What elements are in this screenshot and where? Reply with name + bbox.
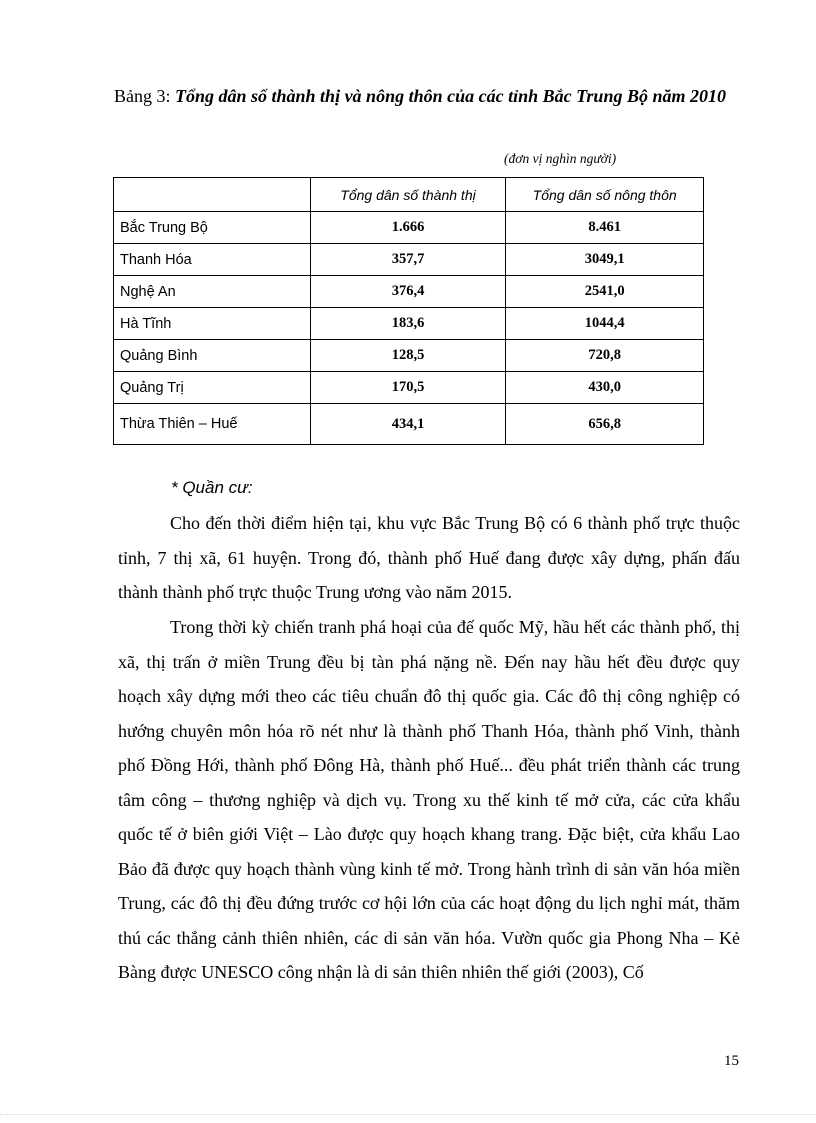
row-province-name: Nghệ An <box>114 276 311 308</box>
row-rural-value: 720,8 <box>506 340 704 372</box>
body-paragraph: Cho đến thời điểm hiện tại, khu vực Bắc Trung Bộ có 6 thành phố trực thuộc tỉnh, 7 thị xã, 61 huyện. Trong đó, thành phố Huế đang được xây dựng, phấn đấu thành thành phố trực thuộc Trung ương vào năm 2015. <box>118 513 740 602</box>
row-province-name: Hà Tĩnh <box>114 308 311 340</box>
table-row <box>114 276 704 308</box>
table-caption-title: Tổng dân số thành thị và nông thôn của các tỉnh Bắc Trung Bộ năm 2010 <box>175 86 726 106</box>
table-caption <box>114 78 754 114</box>
table-row <box>114 372 704 404</box>
table-row <box>114 212 704 244</box>
row-urban-value: 376,4 <box>310 276 506 308</box>
row-province-name: Bắc Trung Bộ <box>114 212 311 244</box>
row-province-name: Quảng Bình <box>114 340 311 372</box>
row-province-name: Thanh Hóa <box>114 244 311 276</box>
population-table <box>113 177 704 445</box>
page-number: 15 <box>724 1053 739 1069</box>
row-urban-value: 357,7 <box>310 244 506 276</box>
row-urban-value: 1.666 <box>310 212 506 244</box>
row-province-name: Thừa Thiên – Huế <box>114 404 311 445</box>
table-row <box>114 340 704 372</box>
table-row <box>114 244 704 276</box>
row-rural-value: 430,0 <box>506 372 704 404</box>
row-rural-value: 2541,0 <box>506 276 704 308</box>
header-rural: Tổng dân số nông thôn <box>506 178 704 212</box>
section-heading: * Quần cư: <box>171 478 253 497</box>
table-row <box>114 404 704 445</box>
footer-divider <box>0 1114 816 1115</box>
table-caption-label: Bảng 3: <box>114 86 175 106</box>
row-urban-value: 183,6 <box>310 308 506 340</box>
header-province <box>114 178 311 212</box>
unit-note: (đơn vị nghìn người) <box>504 151 617 166</box>
body-paragraph: Trong thời kỳ chiến tranh phá hoại của đế quốc Mỹ, hầu hết các thành phố, thị xã, thị trấn ở miền Trung đều bị tàn phá nặng nề. Đến nay hầu hết đều được quy hoạch xây dựng mới theo các tiêu chuẩn đô thị quốc gia. Các đô thị công nghiệp có hướng chuyên môn hóa rõ nét như là thành phố Thanh Hóa, thành phố Vinh, thành phố Đồng Hới, thành phố Đông Hà, thành phố Huế... đều phát triển thành các trung tâm công – thương nghiệp và dịch vụ. Trong xu thế kinh tế mở cửa, các cửa khẩu quốc tế ở biên giới Việt – Lào được quy hoạch khang trang. Đặc biệt, cửa khẩu Lao Bảo đã được quy hoạch thành vùng kinh tế mở. Trong hành trình di sản văn hóa miền Trung, các đô thị đều đứng trước cơ hội lớn của các hoạt động du lịch nghỉ mát, thăm thú các thắng cảnh thiên nhiên, các di sản văn hóa. Vườn quốc gia Phong Nha – Kẻ Bàng được UNESCO công nhận là di sản thiên nhiên thế giới (2003), Cố <box>118 617 740 982</box>
row-urban-value: 170,5 <box>310 372 506 404</box>
row-rural-value: 656,8 <box>506 404 704 445</box>
row-rural-value: 8.461 <box>506 212 704 244</box>
row-urban-value: 434,1 <box>310 404 506 445</box>
header-urban: Tổng dân số thành thị <box>310 178 506 212</box>
row-rural-value: 1044,4 <box>506 308 704 340</box>
row-rural-value: 3049,1 <box>506 244 704 276</box>
row-urban-value: 128,5 <box>310 340 506 372</box>
row-province-name: Quảng Trị <box>114 372 311 404</box>
table-row <box>114 308 704 340</box>
table-header-row <box>114 178 704 212</box>
